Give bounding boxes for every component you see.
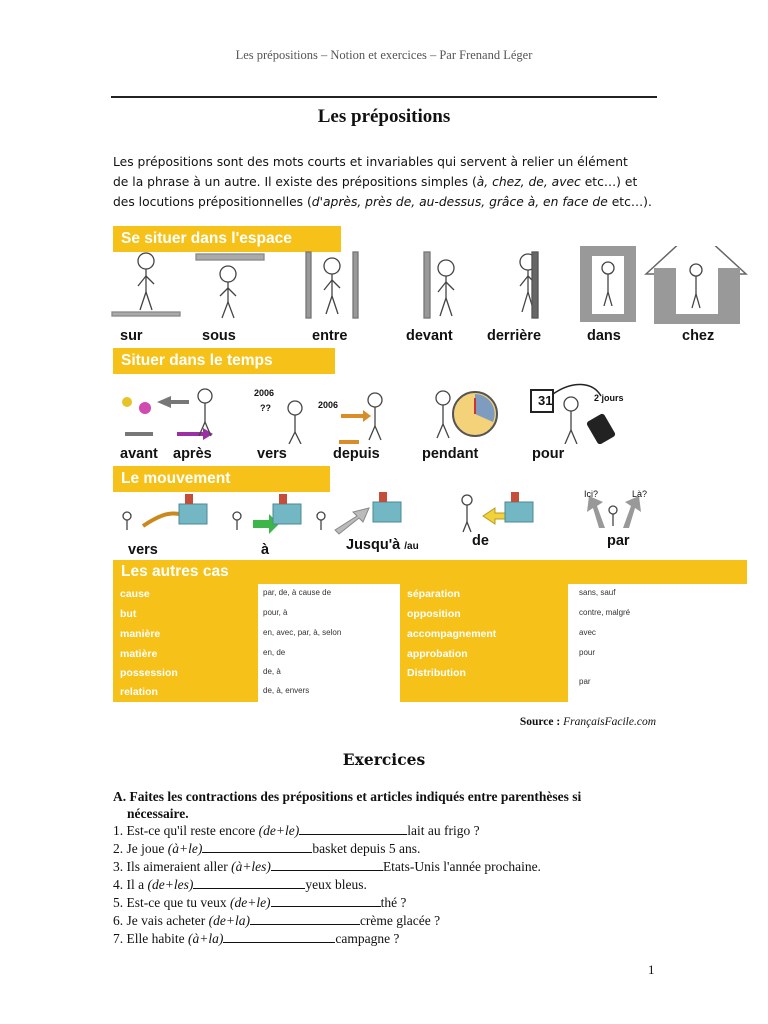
figure-depuis	[339, 393, 382, 444]
label-a-mvt: à	[261, 542, 270, 558]
value-approbation: pour	[579, 648, 596, 657]
source-value: FrançaisFacile.com	[563, 716, 656, 728]
label-sur: sur	[120, 328, 143, 344]
label-avant: avant	[120, 446, 158, 462]
item-hint: (à+la)	[187, 931, 224, 946]
intro-text: etc…) et	[580, 175, 638, 189]
item-hint: (de+le)	[258, 823, 300, 838]
figure-par	[587, 496, 641, 528]
value-distribution: par	[579, 677, 591, 686]
term-approbation: approbation	[407, 648, 468, 660]
value-matiere: en, de	[263, 648, 286, 657]
figure-jusqua	[317, 492, 401, 534]
label-pendant: pendant	[422, 446, 479, 462]
figure-sur	[112, 253, 180, 316]
exercise-item	[113, 912, 440, 929]
intro-paragraph	[113, 152, 661, 212]
label-dans: dans	[587, 328, 621, 344]
label-depuis: depuis	[333, 446, 380, 462]
label-vers-temps: vers	[257, 446, 287, 462]
item-suffix: yeux bleus.	[305, 877, 367, 892]
item-prompt: Elle habite	[126, 931, 188, 946]
term-distribution: Distribution	[407, 667, 466, 679]
answer-blank[interactable]	[193, 876, 305, 889]
label-au-text: /au	[404, 541, 419, 552]
item-hint: (de+la)	[208, 913, 250, 928]
label-par-mvt: par	[607, 533, 630, 549]
figure-pendant	[436, 391, 497, 438]
exercise-item	[113, 930, 399, 947]
figure-chez	[646, 246, 746, 324]
exercise-item	[113, 894, 406, 911]
item-prompt: Il a	[126, 877, 148, 892]
term-separation: séparation	[407, 588, 461, 600]
figure-vers-mvt	[123, 494, 207, 530]
label-devant: devant	[406, 328, 453, 344]
item-prompt: Je joue	[126, 841, 168, 856]
item-number: 3.	[113, 859, 124, 874]
label-vers-mvt: vers	[128, 542, 158, 558]
intro-line-1: Les prépositions sont des mots courts et invariables qui servent à relier un élément	[113, 155, 628, 169]
item-number: 5.	[113, 895, 124, 910]
exercise-item	[113, 876, 367, 893]
label-chez: chez	[682, 328, 715, 344]
item-number: 2.	[113, 841, 124, 856]
label-sous: sous	[202, 328, 236, 344]
small-ici: Ici?	[584, 489, 599, 499]
page-header: Les prépositions – Notion et exercices – Par Frenand Léger	[235, 48, 533, 62]
term-opposition: opposition	[407, 608, 461, 620]
table-values-col-right	[568, 584, 747, 702]
small-2-jours: 2 jours	[594, 393, 624, 403]
term-maniere: manière	[120, 628, 161, 640]
header-rule	[111, 96, 657, 98]
answer-blank[interactable]	[271, 858, 383, 871]
value-separation: sans, sauf	[579, 588, 616, 597]
exercise-item	[113, 822, 480, 839]
answer-blank[interactable]	[223, 930, 335, 943]
item-hint: (à+les)	[231, 859, 271, 874]
small-qq: ??	[260, 403, 271, 413]
label-apres: après	[173, 446, 212, 462]
instruction-line-2: nécessaire.	[127, 806, 189, 821]
item-suffix: thé ?	[380, 895, 407, 910]
item-prompt: Est-ce que tu veux	[126, 895, 230, 910]
banner-espace: Se situer dans l'espace	[113, 226, 341, 252]
item-prompt: Est-ce qu'il reste encore	[126, 823, 259, 838]
value-relation: de, à, envers	[263, 686, 310, 695]
item-suffix: lait au frigo ?	[407, 823, 480, 838]
item-number: 1.	[113, 823, 124, 838]
item-hint: (à+le)	[167, 841, 203, 856]
item-number: 7.	[113, 931, 124, 946]
banner-mouvement: Le mouvement	[113, 466, 330, 492]
exercises-title: Exercices	[342, 750, 426, 769]
item-hint: (de+le)	[229, 895, 271, 910]
answer-blank[interactable]	[250, 912, 360, 925]
intro-text: des locutions prépositionnelles (	[113, 195, 312, 209]
exercise-item	[113, 840, 420, 857]
figure-devant	[424, 252, 454, 318]
figure-entre	[306, 252, 358, 318]
value-but: pour, à	[263, 608, 288, 617]
answer-blank[interactable]	[271, 894, 381, 907]
small-2006-a: 2006	[254, 388, 275, 398]
term-but: but	[120, 608, 137, 620]
table-values-col-left	[258, 584, 400, 702]
label-entre: entre	[312, 328, 348, 344]
label-de-mvt: de	[472, 533, 489, 549]
figure-vers	[288, 401, 302, 444]
term-relation: relation	[120, 686, 158, 698]
item-suffix: basket depuis 5 ans.	[312, 841, 421, 856]
temps-illustrations	[113, 378, 673, 444]
intro-text: de la phrase à un autre. Il existe des prépositions simples (	[113, 175, 477, 189]
value-possession: de, à	[263, 667, 281, 676]
intro-line-2	[113, 172, 661, 192]
small-2006-b: 2006	[318, 400, 339, 410]
figure-de	[462, 492, 533, 532]
item-suffix: campagne ?	[335, 931, 400, 946]
item-suffix: Etats-Unis l'année prochaine.	[382, 859, 541, 874]
banner-autres: Les autres cas	[113, 560, 747, 584]
figure-sous	[196, 254, 264, 318]
value-opposition: contre, malgré	[579, 608, 631, 617]
autres-cas-table	[113, 584, 747, 702]
intro-examples: d'après, près de, au-dessus, grâce à, en face de	[311, 195, 608, 209]
label-jusqua-text: Jusqu'à	[346, 537, 401, 553]
figure-derriere	[520, 252, 538, 318]
exercise-item	[113, 858, 541, 875]
value-accompagnement: avec	[579, 628, 596, 637]
page-number: 1	[648, 962, 655, 977]
intro-line-3	[113, 192, 661, 212]
term-possession: possession	[120, 667, 178, 679]
figure-a-mvt	[233, 494, 301, 534]
intro-examples: à, chez, de, avec	[476, 175, 581, 189]
item-suffix: crème glacée ?	[359, 913, 441, 928]
label-pour: pour	[532, 446, 565, 462]
item-prompt: Ils aimeraient aller	[126, 859, 232, 874]
term-matiere: matière	[120, 648, 158, 660]
answer-blank[interactable]	[299, 822, 407, 835]
intro-text: etc…).	[607, 195, 652, 209]
value-cause: par, de, à cause de	[263, 588, 332, 597]
espace-illustrations	[110, 246, 760, 326]
figure-avant-apres	[122, 389, 213, 440]
item-prompt: Je vais acheter	[126, 913, 209, 928]
answer-blank[interactable]	[202, 840, 312, 853]
calendar-31: 31	[538, 393, 553, 408]
source-label: Source :	[519, 716, 561, 728]
banner-temps: Situer dans le temps	[113, 348, 335, 374]
item-hint: (de+les)	[147, 877, 194, 892]
term-cause: cause	[120, 588, 150, 600]
instruction-line-1: A. Faites les contractions des prépositions et articles indiqués entre parenthèses si	[113, 789, 582, 804]
page-title: Les prépositions	[317, 106, 451, 127]
label-jusqua	[346, 537, 419, 553]
item-number: 4.	[113, 877, 124, 892]
label-derriere: derrière	[487, 328, 542, 344]
source-credit	[520, 716, 656, 728]
item-number: 6.	[113, 913, 124, 928]
small-la: Là?	[632, 489, 648, 499]
figure-dans	[580, 246, 636, 322]
exercise-a-instruction	[113, 788, 653, 822]
term-accompagnement: accompagnement	[407, 628, 497, 640]
value-maniere: en, avec, par, à, selon	[263, 628, 342, 637]
